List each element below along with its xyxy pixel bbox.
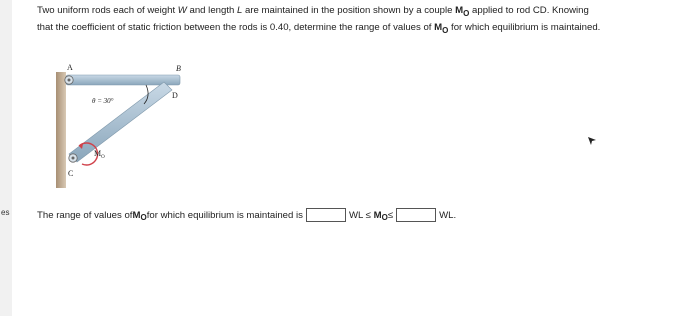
problem-text: applied to rod CD. Knowing <box>469 5 589 16</box>
problem-text: are maintained in the position shown by a couple <box>242 5 456 16</box>
moment-label: $M_O$ <box>94 149 105 160</box>
moment-symbol: M <box>373 209 382 221</box>
moment-symbol: M <box>434 22 443 34</box>
rod-cd <box>69 82 172 162</box>
moment-symbol: M <box>455 5 464 16</box>
problem-text: for which equilibrium is maintained. <box>448 22 601 34</box>
moment-subscript: O <box>381 212 388 222</box>
rods-figure <box>52 58 202 188</box>
mouse-cursor-icon <box>588 137 596 145</box>
units-text: WL. <box>439 209 457 221</box>
label-b: B <box>176 64 181 73</box>
moment-subscript: O <box>140 212 147 222</box>
label-a: A <box>67 63 73 72</box>
wall-support <box>56 72 66 188</box>
moment-subscript: O <box>463 8 470 18</box>
answer-prompt: The range of values of <box>37 209 133 221</box>
angle-label: θ = 30° <box>92 97 114 105</box>
lower-bound-input[interactable] <box>306 208 346 222</box>
moment-symbol: M <box>132 209 141 221</box>
weight-symbol: W <box>177 5 187 16</box>
moment-subscript: O <box>442 26 449 36</box>
answer-prompt: for which equilibrium is maintained is <box>146 209 303 221</box>
left-panel-strip <box>0 0 12 316</box>
left-panel-label: es <box>1 208 10 217</box>
label-d: D <box>172 91 178 100</box>
problem-text: Two uniform rods each of weight <box>37 5 178 16</box>
problem-text: and length <box>186 5 237 16</box>
label-c: C <box>68 169 74 178</box>
inequality-text: ≤ <box>387 209 394 221</box>
inequality-text: WL ≤ <box>348 209 371 221</box>
problem-text: that the coefficient of static friction between the rods is 0.40, determine the range of values of <box>37 22 435 34</box>
length-symbol: L <box>237 5 243 16</box>
upper-bound-input[interactable] <box>396 208 436 222</box>
answer-row <box>37 207 456 223</box>
problem-statement <box>37 4 692 39</box>
